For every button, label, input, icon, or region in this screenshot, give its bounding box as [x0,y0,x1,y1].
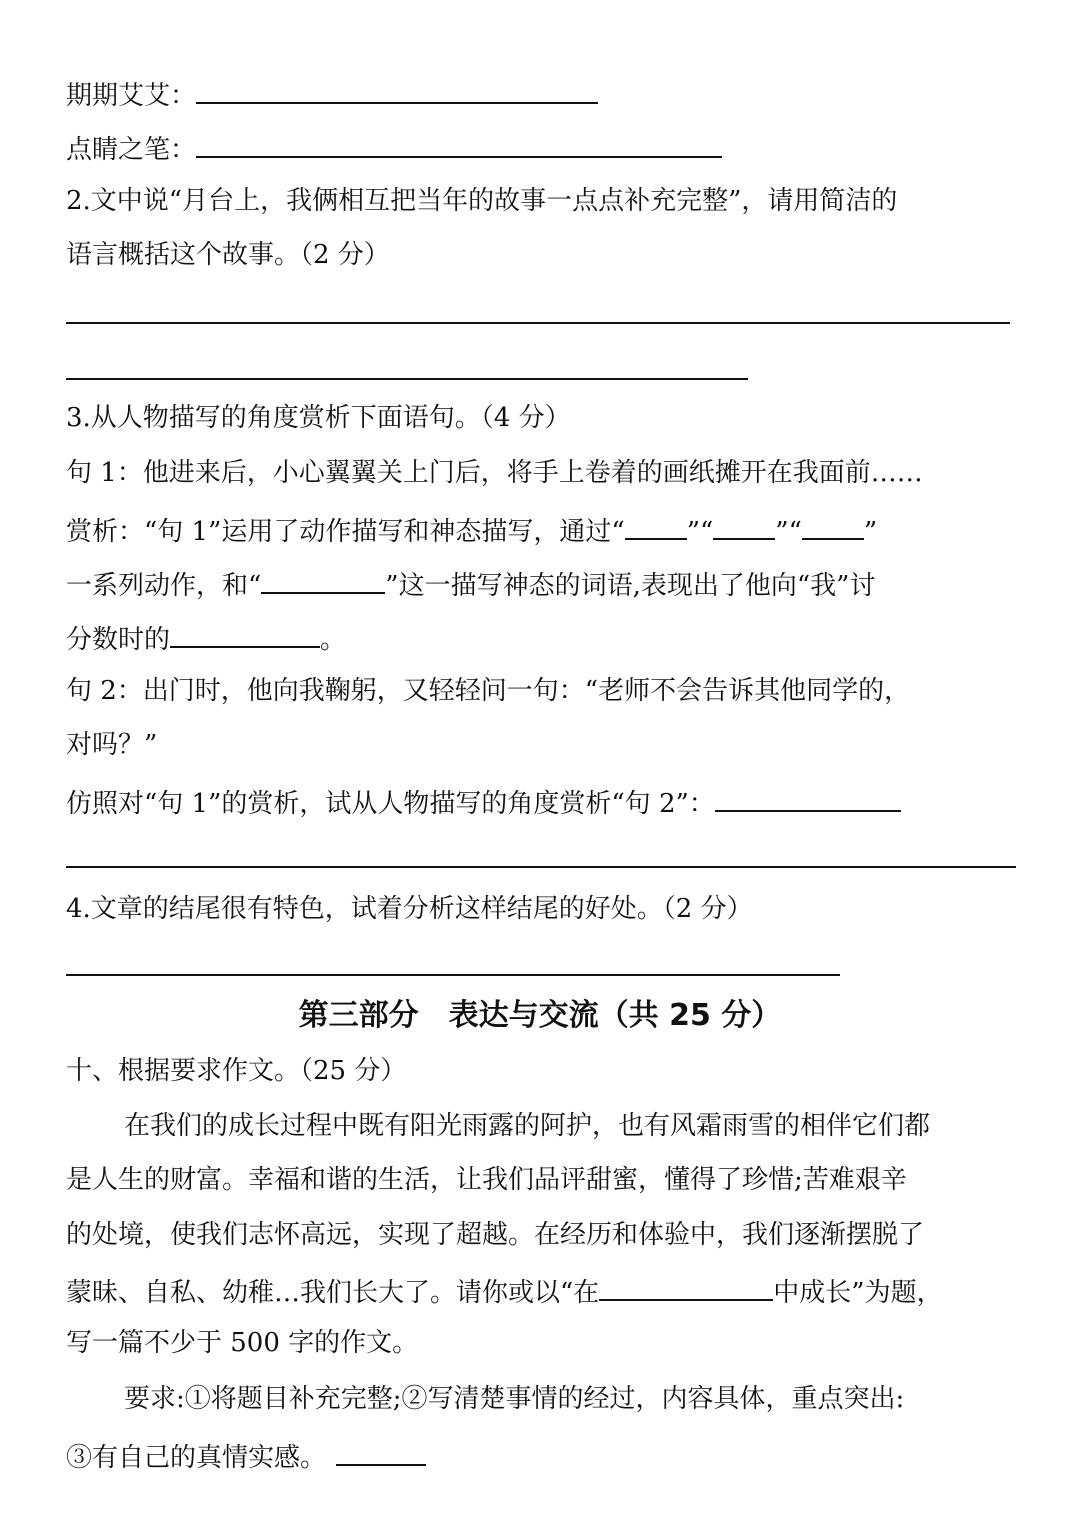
quote-close: ” [863,517,878,547]
sentence-2-line-2: 对吗？” [66,730,158,760]
answer-line-dianjing [66,128,722,168]
sentence-1: 句 1：他进来后，小心翼翼关上门后，将手上卷着的画纸摊开在我面前…… [66,458,923,488]
prompt-4-prefix: 蒙昧、自私、幼稚…我们长大了。请你或以“在 [66,1278,600,1308]
prompt-paragraph-line-3: 的处境，使我们志怀高远，实现了超越。在经历和体验中，我们逐渐摆脱了 [66,1220,925,1250]
requirements-text: ③有自己的真情实感。 [66,1443,327,1473]
blank-title[interactable] [599,1271,773,1301]
question-2-line-1: 2.文中说“月台上，我俩相互把当年的故事一点点补充完整”，请用简洁的 [66,186,898,216]
blank-qiqi[interactable] [196,74,598,104]
sentence-2-line-1: 句 2：出门时，他向我鞠躬，又轻轻问一句：“老师不会告诉其他同学的， [66,676,911,706]
answer-rule-q2-1[interactable] [66,322,1010,324]
question-3: 3.从人物描写的角度赏析下面语句。（4 分） [66,403,571,433]
answer-rule-q3[interactable] [66,866,1016,868]
prompt-paragraph-line-4 [66,1271,943,1311]
imitation-text: 仿照对“句 1”的赏析，试从人物描写的角度赏析“句 2”： [66,789,715,819]
blank-action-1[interactable] [625,510,687,540]
section-title: 第三部分 表达与交流（共 25 分） [298,998,782,1033]
prompt-paragraph-line-2: 是人生的财富。幸福和谐的生活，让我们品评甜蜜，懂得了珍惜;苦难艰辛 [66,1165,907,1195]
blank-imitation[interactable] [715,782,901,812]
analysis-line-1 [66,510,877,550]
requirements-line-2 [66,1436,426,1476]
blank-end[interactable] [336,1436,426,1466]
analysis-line-3 [66,618,346,658]
blank-action-2[interactable] [713,510,775,540]
label-qiqi: 期期艾艾： [66,81,197,111]
answer-rule-q2-2[interactable] [66,378,748,380]
analysis-prefix: 赏析：“句 1”运用了动作描写和神态描写，通过“ [66,517,625,547]
blank-dianjing[interactable] [196,128,722,158]
blank-mood[interactable] [170,618,320,648]
question-2-line-2: 语言概括这个故事。（2 分） [66,240,390,270]
analysis-2-suffix: ”这一描写神态的词语,表现出了他向“我”讨 [385,571,876,601]
answer-rule-q4[interactable] [66,974,840,976]
label-dianjing: 点睛之笔： [66,135,197,165]
question-10: 十、根据要求作文。（25 分） [66,1056,407,1086]
blank-action-3[interactable] [802,510,864,540]
quote-sep-1: ”“ [686,517,714,547]
analysis-3-suffix: 。 [320,625,347,655]
quote-sep-2: ”“ [775,517,802,547]
question-4: 4.文章的结尾很有特色，试着分析这样结尾的好处。（2 分） [66,894,753,924]
requirements-line-1: 要求:①将题目补充完整;②写清楚事情的经过，内容具体，重点突出: [124,1384,905,1414]
blank-expression-word[interactable] [261,564,385,594]
prompt-4-suffix: 中成长”为题， [773,1278,943,1308]
analysis-2-prefix: 一系列动作，和“ [66,571,262,601]
analysis-3-prefix: 分数时的 [66,625,171,655]
prompt-paragraph-line-1: 在我们的成长过程中既有阳光雨露的阿护，也有风霜雨雪的相伴它们都 [124,1111,931,1141]
analysis-line-2 [66,564,875,604]
prompt-paragraph-line-5: 写一篇不少于 500 字的作文。 [66,1328,419,1358]
answer-line-qiqi [66,74,598,114]
imitation-prompt [66,782,901,822]
